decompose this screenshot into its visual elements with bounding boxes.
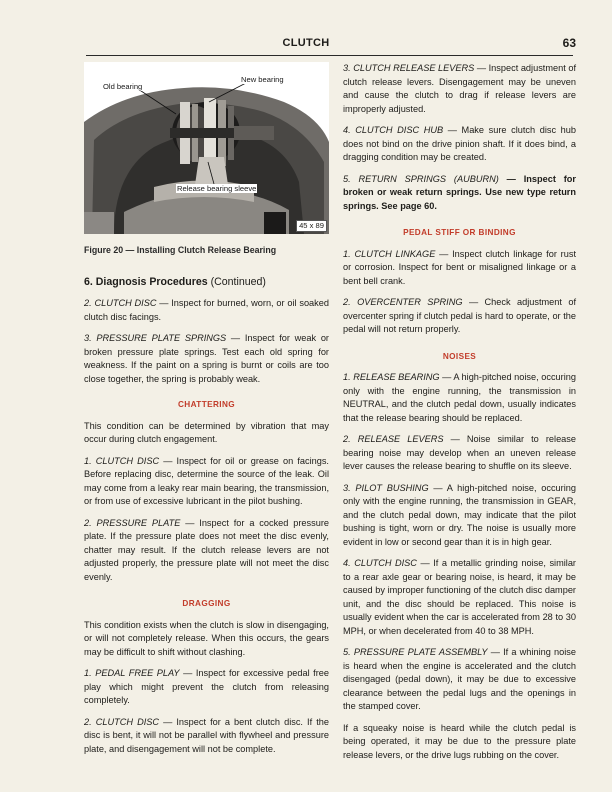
item-lead: 1. RELEASE BEARING <box>343 372 440 382</box>
item-lead: 1. CLUTCH DISC <box>84 455 160 466</box>
item-lead: 3. PILOT BUSHING <box>343 482 429 493</box>
paragraph-chattering-pressure-plate <box>84 517 329 585</box>
item-lead: 2. RELEASE LEVERS <box>343 434 444 444</box>
item-text: — Inspect for broken or weak return springs. Use new type return springs. See page 60. <box>343 173 576 211</box>
paragraph-clutch-linkage <box>343 248 576 289</box>
item-lead: 2. PRESSURE PLATE <box>84 517 181 528</box>
item-text: — Make sure clutch disc hub does not bind on the drive pinion shaft. If it does bind, a dragging condition may be created. <box>343 125 576 162</box>
item-text: — Check adjustment of overcenter spring if clutch pedal is hard to operate, or the pedal will not return properly. <box>343 297 577 334</box>
paragraph-release-bearing <box>343 371 576 425</box>
label-new-bearing: New bearing <box>241 75 284 84</box>
item-lead: 4. CLUTCH DISC HUB <box>343 125 444 135</box>
page-header-title: CLUTCH <box>282 37 330 49</box>
heading-dragging: DRAGGING <box>182 599 231 608</box>
paragraph-dragging-pedal-free-play <box>84 667 329 708</box>
paragraph-squeaky-noise: If a squeaky noise is heard while the clutch pedal is being operated, it may be due to the pressure plate release levers, or the drive lugs rubbing on the cover. <box>343 722 576 760</box>
item-text: — Inspect adjustment of clutch release levers. Disengagement may be uneven and cause the clutch to drag if release levers are improperly adjusted. <box>343 63 577 114</box>
paragraph-pressure-plate-springs <box>84 332 329 386</box>
item-text: — Inspect for a cocked pressure plate. If the pressure plate does not meet the disc evenly, chatter may result. If the clutch release levers are not adjusted properly, the pressure plate will not meet the disc evenly. <box>84 517 329 582</box>
item-text: — Inspect for weak or broken pressure plate springs. Test each old spring for weakness. If the paint on a spring is burnt or coils are too close together, the spring is probably weak. <box>84 333 329 384</box>
section-continued: (Continued) <box>210 275 266 288</box>
paragraph-overcenter-spring <box>343 296 576 337</box>
paragraph-pilot-bushing <box>343 482 576 550</box>
paragraph-clutch-disc-hub <box>343 124 576 165</box>
section-title-text: 6. Diagnosis Procedures <box>84 275 208 288</box>
heading-chattering: CHATTERING <box>177 400 236 409</box>
heading-pedal-stiff: PEDAL STIFF OR BINDING <box>403 228 516 237</box>
label-old-bearing: Old bearing <box>103 82 143 91</box>
heading-noises: NOISES <box>442 351 477 361</box>
item-lead: 3. PRESSURE PLATE SPRINGS <box>84 333 227 343</box>
paragraph-noise-clutch-disc <box>343 557 576 638</box>
item-text: — Inspect clutch linkage for rust or corrosion. Inspect for bent or misaligned linkage or a bent bell crank. <box>343 248 576 286</box>
section-title <box>84 276 329 290</box>
paragraph-dragging-clutch-disc <box>84 716 329 757</box>
item-text: — If a whining noise is heard when the engine is accelerated and the clutch disengaged (pedal down), it may be due to excessive clearance between the pedal lugs and the openings in the stamped cover. <box>343 647 576 711</box>
item-lead: 4. CLUTCH DISC <box>343 558 417 568</box>
item-lead: 2. CLUTCH DISC <box>84 298 157 308</box>
item-text: — Inspect for burned, worn, or oil soaked clutch disc facings. <box>84 298 329 322</box>
item-text: — A high-pitched noise, occuring only with the engine running, the transmission in NEUTRAL, and the clutch pedal down, usually indicates that the release bearing should be replaced. <box>343 372 576 423</box>
figure-code: 45 x 89 <box>296 220 327 232</box>
item-text: — Inspect for excessive pedal free play which might prevent the clutch from releasing completely. <box>84 668 329 705</box>
left-column <box>84 62 329 756</box>
item-lead: 3. CLUTCH RELEASE LEVERS <box>343 63 475 73</box>
item-lead: 5. RETURN SPRINGS (AUBURN) <box>343 173 499 184</box>
figure-caption: Figure 20 — Installing Clutch Release Bearing <box>84 245 277 255</box>
item-text: — Noise similar to release bearing noise may develop when an uneven release lever causes the release bearing to shuffle on its sleeve. <box>343 434 576 471</box>
paragraph-chattering-intro: This condition can be determined by vibration that may occur during clutch engagement. <box>84 420 329 444</box>
paragraph-release-levers <box>343 433 576 474</box>
item-text: — Inspect for a bent clutch disc. If the disc is bent, it will not be parallel with flywheel and pressure plate, and disengagement will not be complete. <box>84 716 329 754</box>
page-number: 63 <box>562 36 576 50</box>
paragraph-clutch-release-levers <box>343 62 576 116</box>
paragraph-return-springs <box>343 173 576 214</box>
item-lead: 1. PEDAL FREE PLAY <box>84 668 180 678</box>
right-column <box>343 62 576 762</box>
paragraph-pressure-plate-assembly <box>343 646 576 714</box>
figure-clutch-release-bearing <box>84 62 329 234</box>
item-text: — If a metallic grinding noise, similar to a rear axle gear or bearing noise, is heard, it may be caused by improper functioning of the clutch disc damper unit, and the disc should be replaced. This noise is usually evident when the car is accelerated from 28 to 30 MPH, or when decelerated from 40 to 38 MPH. <box>343 558 576 636</box>
item-lead: 2. CLUTCH DISC <box>84 716 160 727</box>
item-lead: 5. PRESSURE PLATE ASSEMBLY <box>343 647 488 657</box>
label-release-bearing-sleeve: Release bearing sleeve <box>177 184 257 193</box>
paragraph-chattering-clutch-disc <box>84 455 329 509</box>
item-lead: 2. OVERCENTER SPRING <box>343 297 463 307</box>
paragraph-clutch-disc <box>84 297 329 324</box>
header-rule <box>86 55 573 56</box>
item-text: — Inspect for oil or grease on facings. Before replacing disc, determine the source of the leak. Oil may come from a leaky rear main bearing, the transmission, or from use of excessive lubricant in the pilot bushing. <box>84 455 329 506</box>
item-lead: 1. CLUTCH LINKAGE <box>343 248 436 259</box>
item-text: — A high-pitched noise, occuring only with the engine running, the transmission in GEAR, and the clutch pedal down, may indicate that the pilot bushing is tight, worn or dry. The noise is usually more evident in low or second gear than it is in high gear. <box>343 482 576 547</box>
paragraph-dragging-intro: This condition exists when the clutch is slow in disengaging, or will not completely release. When this occurs, the gears may be difficult to shift without clashing. <box>84 619 329 657</box>
